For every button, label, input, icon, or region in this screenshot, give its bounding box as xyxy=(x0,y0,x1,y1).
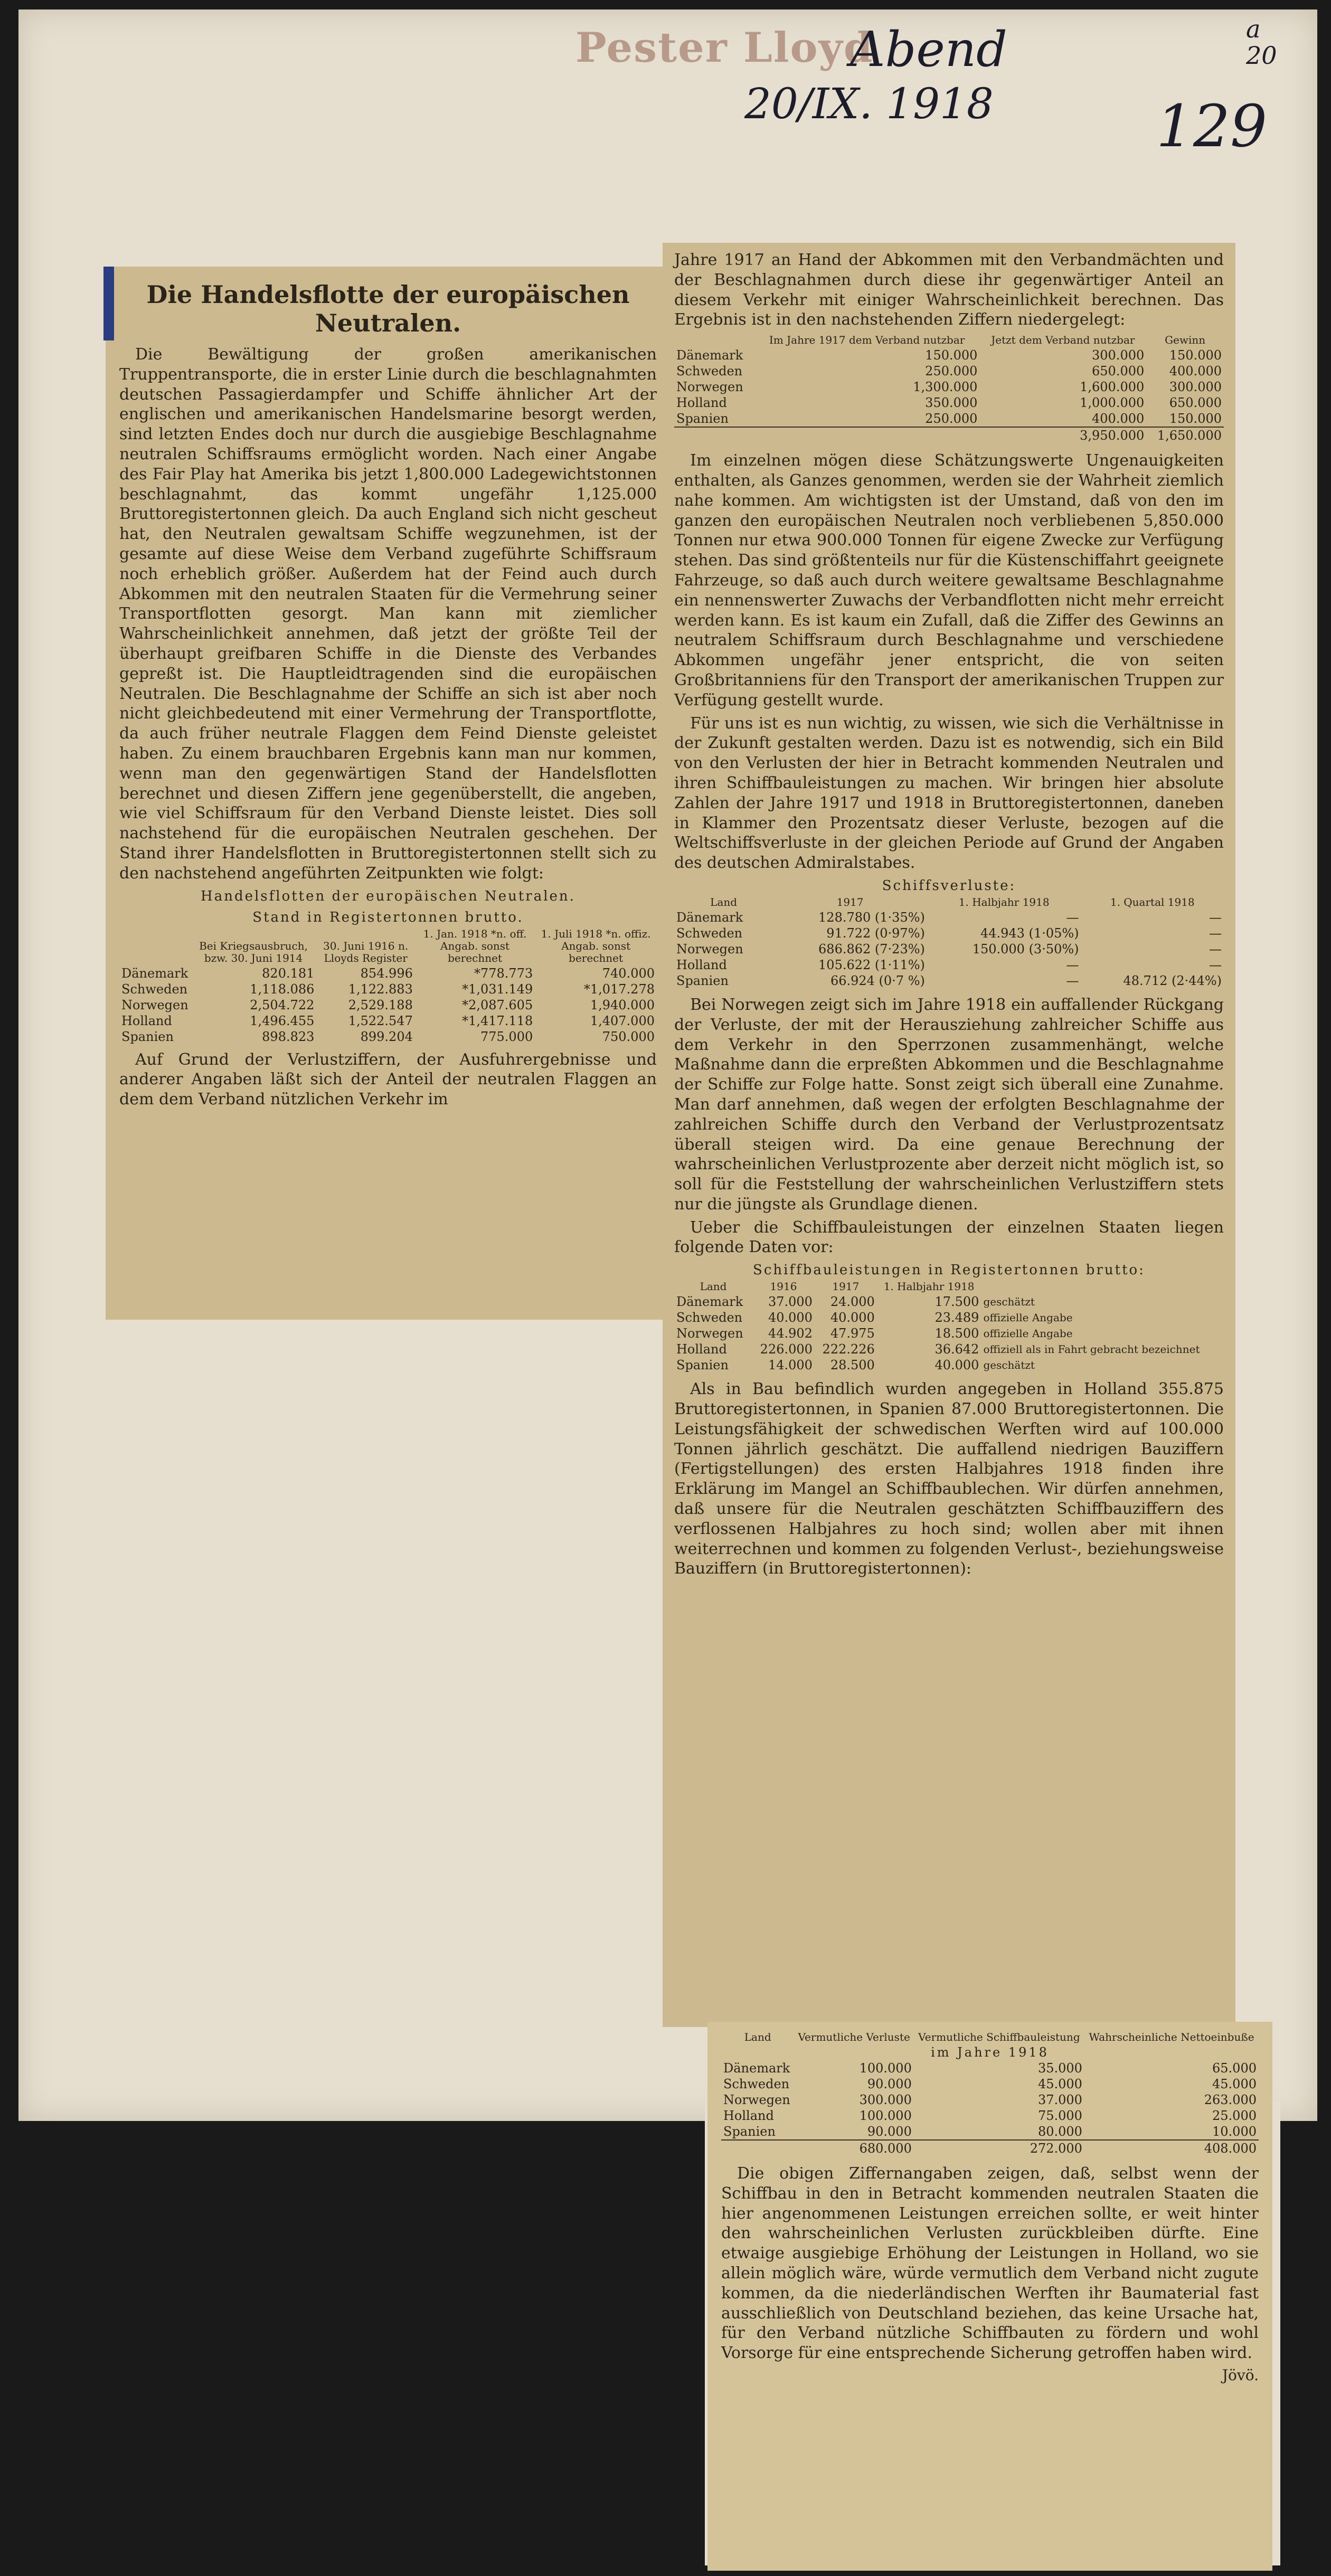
table-cell: 272.000 xyxy=(914,2140,1084,2156)
table-cell: 250.000 xyxy=(925,364,978,379)
table-cell: — xyxy=(1209,910,1222,925)
table-cell: 650.000 xyxy=(1092,364,1145,379)
table-header: Land xyxy=(700,1280,727,1293)
table-header: Bei Kriegsausbruch, bzw. 30. Juni 1914 xyxy=(199,939,308,964)
table-cell: 400.000 xyxy=(1092,411,1145,427)
table-cell: Norwegen xyxy=(723,2092,790,2107)
table1-subcaption: Stand in Registertonnen brutto. xyxy=(252,909,524,925)
table-cell: 37.000 xyxy=(768,1294,813,1310)
shipbuilding-caption: Schiffbauleistungen in Registertonnen brutto: xyxy=(753,1262,1145,1278)
table-cell: 40.000 xyxy=(768,1310,813,1325)
table-cell: *2,087.605 xyxy=(462,997,533,1012)
table1-caption: Handelsflotten der europäischen Neutralen. xyxy=(201,888,575,904)
table-cell: 1,600.000 xyxy=(1080,380,1145,395)
col2-paragraph-1: Im einzelnen mögen diese Schätzungswerte Ungenauigkeiten enthalten, als Ganzes genommen, werden sie der Wahrheit ziemlich nahe kommen. Am wichtigsten ist der Umstand, daß von den im ganzen den europäischen Neutralen noch verbliebenen 5,850.000 Tonnen nur etwa 900.000 Tonnen für eigene Zwecke zur Verfügung stehen. Das sind größtenteils nur für die Küstenschiffahrt geeignete Fahrzeuge, so daß auch durch weitere gewaltsame Beschlagnahme ein nennenswerter Zuwachs der Verbandflotten nicht mehr erreicht werden kann. Es ist kaum ein Zufall, daß die Ziffer des Gewinns an neutralem Schiffsraum durch Beschlagnahme und verschiedene Abkommen ungefähr jener entspricht, die von seiten Großbritanniens für den Transport der amerikanischen Truppen zur Verfügung gestellt wurde. xyxy=(674,451,1224,709)
table-header xyxy=(674,333,754,347)
table-row xyxy=(674,395,1224,411)
table-cell: 91.722 (0·97%) xyxy=(826,925,925,941)
shipbuilding-table xyxy=(674,1280,1224,1373)
table-cell: 128.780 (1·35%) xyxy=(818,910,925,925)
table-cell: geschätzt xyxy=(983,1359,1035,1372)
table-cell: 222.226 xyxy=(822,1342,875,1357)
table-cell: Spanien xyxy=(676,973,729,988)
table-cell: 25.000 xyxy=(1212,2108,1257,2123)
fleet-table xyxy=(119,927,657,1045)
table-cell: — xyxy=(1066,957,1079,972)
table-cell: 750.000 xyxy=(602,1029,655,1044)
table-row xyxy=(721,2108,1259,2124)
table-cell xyxy=(674,427,754,443)
table-cell: 10.000 xyxy=(1212,2124,1257,2139)
table-cell: 48.712 (2·44%) xyxy=(1123,973,1222,988)
table-cell: 1,300.000 xyxy=(913,380,978,395)
table-cell: 45.000 xyxy=(1212,2077,1257,2091)
table-cell: Dänemark xyxy=(676,910,743,925)
table-cell: 100.000 xyxy=(859,2108,912,2123)
table-cell: 80.000 xyxy=(1037,2124,1082,2139)
table-cell: 24.000 xyxy=(830,1294,875,1310)
table-cell: Dänemark xyxy=(676,348,743,363)
table-cell: 263.000 xyxy=(1204,2092,1257,2107)
table-row xyxy=(674,1310,1224,1325)
table-cell: Schweden xyxy=(723,2077,790,2091)
clipping-column-2 xyxy=(663,243,1235,2027)
table-row xyxy=(721,2060,1259,2076)
table-row xyxy=(119,1013,657,1029)
table-row xyxy=(674,1325,1224,1341)
table-cell: Holland xyxy=(723,2108,774,2123)
table-cell: 1,496.455 xyxy=(250,1013,315,1028)
table-cell: geschätzt xyxy=(983,1295,1035,1309)
table-cell: 899.204 xyxy=(360,1029,413,1044)
table-cell: 75.000 xyxy=(1037,2108,1082,2123)
handwritten-date: 20/IX. 1918 xyxy=(744,79,994,128)
table-cell: *1,031.149 xyxy=(462,981,533,997)
table-cell: Norwegen xyxy=(676,941,743,956)
table-cell: — xyxy=(1209,941,1222,956)
table-cell: 408.000 xyxy=(1084,2140,1259,2156)
table-subhead: im Jahre 1918 xyxy=(931,2045,1049,2060)
table-cell: 47.975 xyxy=(830,1326,875,1341)
table-row xyxy=(119,1029,657,1045)
table-cell: 300.000 xyxy=(1169,380,1222,395)
table-cell: Dänemark xyxy=(676,1294,743,1310)
table-row xyxy=(674,1357,1224,1373)
table-cell: Schweden xyxy=(676,364,743,379)
table-header: 1. Halbjahr 1918 xyxy=(958,895,1050,908)
table-cell xyxy=(754,427,980,443)
table-cell: 44.902 xyxy=(768,1326,813,1341)
table-cell: Norwegen xyxy=(121,997,188,1012)
table-cell: 44.943 (1·05%) xyxy=(980,925,1079,941)
table-cell: — xyxy=(1066,973,1079,988)
table-cell: 1,940.000 xyxy=(590,997,655,1012)
table-cell: *1,017.278 xyxy=(583,981,655,997)
table-cell: offizielle Angabe xyxy=(983,1327,1073,1340)
clipping-column-3 xyxy=(707,2022,1272,2571)
table-cell: 65.000 xyxy=(1212,2061,1257,2076)
table-row xyxy=(721,2092,1259,2108)
blue-pencil-mark xyxy=(103,267,114,340)
table-cell: 226.000 xyxy=(760,1342,813,1357)
table-row xyxy=(674,363,1224,379)
table-cell: 18.500 xyxy=(934,1326,979,1341)
article-title: Die Handelsflotte der europäischen Neutralen. xyxy=(146,280,630,337)
masthead: Pester Lloyd xyxy=(575,24,874,72)
table-cell: 680.000 xyxy=(794,2140,913,2156)
table-cell: 250.000 xyxy=(925,411,978,427)
table-cell: offizielle Angabe xyxy=(983,1311,1073,1324)
table-row xyxy=(674,941,1224,957)
table-cell: 898.823 xyxy=(262,1029,315,1044)
table-sum-row xyxy=(721,2140,1259,2156)
table-cell: Holland xyxy=(676,395,727,411)
table-header: Im Jahre 1917 dem Verband nutzbar xyxy=(769,334,965,347)
col2-paragraph-5: Als in Bau befindlich wurden angegeben in Holland 355.875 Bruttoregistertonnen, in Spanien 87.000 Bruttoregistertonnen. Die Leistungsfähigkeit der schwedischen Werften wird auf 100.000 Tonnen jährlich geschätzt. Die auffallend niedrigen Bauziffern (Fertigstellungen) des ersten Halbjahres 1918 finden ihre Erklärung im Mangel an Schiffbaublechen. Wir dürfen annehmen, daß unsere für die Neutralen geschätzten Schiffbauziffern des verflossenen Halbjahres zu hoch sind; wollen aber mit ihnen weiterrechnen und kommen zu folgenden Verlust-, beziehungsweise Bauziffern (in Bruttoregistertonnen): xyxy=(674,1380,1224,1578)
col3-paragraph: Die obigen Ziffernangaben zeigen, daß, selbst wenn der Schiffbau in den in Betracht kommenden neutralen Staaten die hier angenommenen Leistungen erreichen sollte, er weit hinter den wahrscheinlichen Verlusten zurückbleiben dürfte. Eine etwaige ausgiebige Erhöhung der Leistungen in Holland, wo sie allein möglich wäre, würde vermutlich dem Verband nicht zugute kommen, da die niederländischen Werften ihr Baumaterial fast ausschließlich von Deutschland beziehen, das keine Ursache hat, für den Verband nützliche Schiffbauten zu fördern und wohl Vorsorge für eine entsprechende Sicherung getroffen haben wird. xyxy=(721,2164,1259,2363)
table-cell: 1,522.547 xyxy=(348,1013,413,1028)
table-cell: 2,504.722 xyxy=(250,997,315,1012)
table-cell: 740.000 xyxy=(602,965,655,981)
table-cell: 36.642 xyxy=(934,1342,979,1357)
table-row xyxy=(674,973,1224,989)
table-cell: 1,407.000 xyxy=(590,1013,655,1028)
table-cell: Holland xyxy=(121,1013,172,1028)
table-cell: 686.862 (7·23%) xyxy=(818,941,925,956)
table-cell: 17.500 xyxy=(934,1294,979,1310)
table-header: 30. Juni 1916 n. Lloyds Register xyxy=(323,939,409,964)
table-header: Jetzt dem Verband nutzbar xyxy=(991,334,1135,347)
table-cell: 23.489 xyxy=(934,1310,979,1325)
table-header: Land xyxy=(744,2031,771,2043)
table-cell: 35.000 xyxy=(1037,2061,1082,2076)
table-cell: *1,417.118 xyxy=(462,1013,533,1028)
table-cell: 90.000 xyxy=(867,2124,912,2139)
table-cell: Norwegen xyxy=(676,380,743,395)
table-row xyxy=(674,347,1224,363)
table-header xyxy=(981,1280,1224,1294)
losses-caption: Schiffsverluste: xyxy=(882,877,1016,894)
table-cell: 854.996 xyxy=(360,965,413,981)
table-row xyxy=(674,411,1224,427)
table-cell: — xyxy=(1209,925,1222,941)
table-row xyxy=(721,2124,1259,2140)
table-cell: Norwegen xyxy=(676,1326,743,1341)
table-cell: 40.000 xyxy=(934,1358,979,1373)
table-cell: 1,122.883 xyxy=(348,981,413,997)
table-cell: *778.773 xyxy=(474,965,533,981)
table-cell: 1,000.000 xyxy=(1080,395,1145,411)
table-row xyxy=(674,1294,1224,1310)
table-cell: — xyxy=(1066,910,1079,925)
table-cell: 775.000 xyxy=(480,1029,533,1044)
handwritten-edition: Abend xyxy=(850,21,1007,78)
table-cell: Spanien xyxy=(676,411,729,427)
table-cell: 650.000 xyxy=(1169,395,1222,411)
table-row xyxy=(119,981,657,997)
table-cell: 150.000 xyxy=(925,348,978,363)
table-cell: 14.000 xyxy=(768,1358,813,1373)
table-cell: 350.000 xyxy=(925,395,978,411)
table-cell: 820.181 xyxy=(262,965,315,981)
table-row xyxy=(721,2076,1259,2092)
table-row xyxy=(119,965,657,981)
table-cell: 2,529.188 xyxy=(348,997,413,1012)
table-cell: Holland xyxy=(676,1342,727,1357)
table-cell: 105.622 (1·11%) xyxy=(818,957,925,972)
table-row xyxy=(674,925,1224,941)
table-cell: Schweden xyxy=(121,981,188,997)
author-signature: Jövö. xyxy=(1222,2366,1259,2384)
col1-paragraph: Die Bewältigung der großen amerikanischen Truppentransporte, die in erster Linie durch die beschlagnahmten deutschen Passagierdampfer und Schiffe ähnlicher Art der englischen und amerikanischen Handelsmarine besorgt werden, sind letzten Endes doch nur durch die ausgiebige Beschlagnahme neutralen Schiffsraums ermöglicht worden. Nach einer Angabe des Fair Play hat Amerika bis jetzt 1,800.000 Ladegewichtstonnen beschlagnahmt, das kommt ungefähr 1,125.000 Bruttoregistertonnen gleich. Da auch England sich nicht gescheut hat, den Neutralen gewaltsam Schiffe wegzunehmen, ist der gesamte auf diese Weise dem Verband zugeführte Schiffsraum noch erheblich größer. Außerdem hat der Feind auch durch Abkommen mit den neutralen Staaten für die Vermehrung seiner Transportflotten gesorgt. Man kann mit ziemlicher Wahrscheinlichkeit annehmen, daß jetzt der größte Teil der überhaupt greifbaren Schiffe in die Dienste des Verbandes gepreßt ist. Die Hauptleidtragenden sind die europäischen Neutralen. Die Beschlagnahme der Schiffe an sich ist aber noch nicht gleichbedeutend mit einer Vermehrung der Transportflotte, da auch früher neutrale Flaggen dem Feind Dienste geleistet haben. Zu einem brauchbaren Ergebnis kann man nur kommen, wenn man den gegenwärtigen Stand der Handelsflotten berechnet und diesen Ziffern jene gegenüberstellt, die angeben, wie viel Schiffsraum für den Verband Dienste leistet. Dies soll nachstehend für die europäischen Neutralen geschehen. Der Stand ihrer Handelsflotten in Bruttoregistertonnen stellt sich zu den nachstehend angeführten Zeitpunkten wie folgt: xyxy=(119,345,657,883)
table-cell: 150.000 xyxy=(1169,411,1222,427)
table-row xyxy=(674,910,1224,925)
col1-end-paragraph: Auf Grund der Verlustziffern, der Ausfuhrergebnisse und anderer Angaben läßt sich der Anteil der neutralen Flaggen an dem dem Verband nützlichen Verkehr im xyxy=(119,1050,657,1109)
table-cell: Spanien xyxy=(723,2124,776,2139)
table-header: Vermutliche Schiffbauleistung xyxy=(918,2031,1080,2043)
col2-intro: Jahre 1917 an Hand der Abkommen mit den Verbandmächten und der Beschlagnahmen durch diese ihr gegenwärtiger Anteil an diesem Verkehr mit einiger Wahrscheinlichkeit berechnen. Das Ergebnis ist in den nachstehenden Ziffern niedergelegt: xyxy=(674,251,1224,329)
table-header: Wahrscheinliche Nettoeinbuße xyxy=(1089,2031,1254,2043)
table-header: 1916 xyxy=(770,1280,797,1293)
table-cell: 37.000 xyxy=(1037,2092,1082,2107)
table-header: Vermutliche Verluste xyxy=(798,2031,910,2043)
table-cell: Spanien xyxy=(676,1358,729,1373)
table-cell: Spanien xyxy=(121,1029,174,1044)
table-cell: Schweden xyxy=(676,1310,743,1325)
table-cell: 300.000 xyxy=(1092,348,1145,363)
table-cell: Dänemark xyxy=(121,965,188,981)
col2-paragraph-3: Bei Norwegen zeigt sich im Jahre 1918 ein auffallender Rückgang der Verluste, der mit der Herausziehung zahlreicher Schiffe aus dem Verkehr in den Sperrzonen zusammenhängt, welche Maßnahme dann die erpreßten Abkommen und die Beschlagnahme der Schiffe zur Folge hatte. Sonst zeigt sich überall eine Zunahme. Man darf annehmen, daß wegen der erfolgten Beschlagnahme der zahlreichen Schiffe durch den Verband der Verlustprozentsatz überall steigen wird. Da eine genaue Berechnung der wahrscheinlichen Verlustprozente aber derzeit nicht möglich ist, so soll für die Feststellung der wahrscheinlichen Verlustziffern stets nur die jüngste als Grundlage dienen. xyxy=(674,995,1224,1214)
table-row xyxy=(674,1341,1224,1357)
table-row xyxy=(119,997,657,1013)
table-header: Land xyxy=(710,895,738,908)
usable-tonnage-table xyxy=(674,333,1224,443)
table-header: Gewinn xyxy=(1165,334,1206,347)
table-cell: Holland xyxy=(676,957,727,972)
table-cell: Dänemark xyxy=(723,2061,790,2076)
col2-paragraph-2: Für uns ist es nun wichtig, zu wissen, wie sich die Verhältnisse in der Zukunft gestalten werden. Dazu ist es notwendig, sich ein Bild von den Verlusten der hier in Betracht kommenden Neutralen und ihren Schiffbauleistungen zu machen. Wir bringen hier absolute Zahlen der Jahre 1917 und 1918 in Bruttoregistertonnen, daneben in Klammer den Prozentsatz dieser Verluste, bezogen auf die Weltschiffsverluste in der gleichen Periode auf Grund der Angaben des deutschen Admiralstabes. xyxy=(674,714,1224,873)
table-cell: offiziell als in Fahrt gebracht bezeichnet xyxy=(983,1343,1200,1356)
table-cell: 45.000 xyxy=(1037,2077,1082,2091)
col2-paragraph-4: Ueber die Schiffbauleistungen der einzelnen Staaten liegen folgende Daten vor: xyxy=(674,1218,1224,1257)
table-cell: 1,118.086 xyxy=(250,981,315,997)
table-header: 1. Halbjahr 1918 xyxy=(883,1280,975,1293)
table-cell: 400.000 xyxy=(1169,364,1222,379)
table-cell: 1,650.000 xyxy=(1146,427,1224,443)
table-header: 1. Quartal 1918 xyxy=(1110,895,1195,908)
clipping-column-1 xyxy=(106,267,671,1320)
table-header: 1917 xyxy=(832,1280,860,1293)
table-cell: Schweden xyxy=(676,925,743,941)
handwritten-number: 129 xyxy=(1156,92,1267,160)
table-row xyxy=(674,379,1224,395)
table-cell: 66.924 (0·7 %) xyxy=(830,973,925,988)
table-cell: 3,950.000 xyxy=(979,427,1146,443)
table-cell xyxy=(721,2140,794,2156)
table-row xyxy=(674,957,1224,973)
table-cell: 100.000 xyxy=(859,2061,912,2076)
table-header: 1. Juli 1918 *n. offiz. Angab. sonst berechnet xyxy=(541,927,651,964)
table-header: 1. Jan. 1918 *n. off. Angab. sonst berechnet xyxy=(423,927,527,964)
table-cell: 40.000 xyxy=(830,1310,875,1325)
table-cell: 90.000 xyxy=(867,2077,912,2091)
table-cell: 150.000 (3·50%) xyxy=(972,941,1079,956)
table-header: 1917 xyxy=(836,895,864,908)
table-sum-row xyxy=(674,427,1224,443)
table-cell: 300.000 xyxy=(859,2092,912,2107)
corner-marks: a 20 xyxy=(1246,15,1277,70)
losses-table xyxy=(674,895,1224,989)
table-cell: 150.000 xyxy=(1169,348,1222,363)
table-header xyxy=(119,927,191,965)
net-loss-table xyxy=(721,2030,1259,2156)
table-cell: 28.500 xyxy=(830,1358,875,1373)
table-cell: — xyxy=(1209,957,1222,972)
